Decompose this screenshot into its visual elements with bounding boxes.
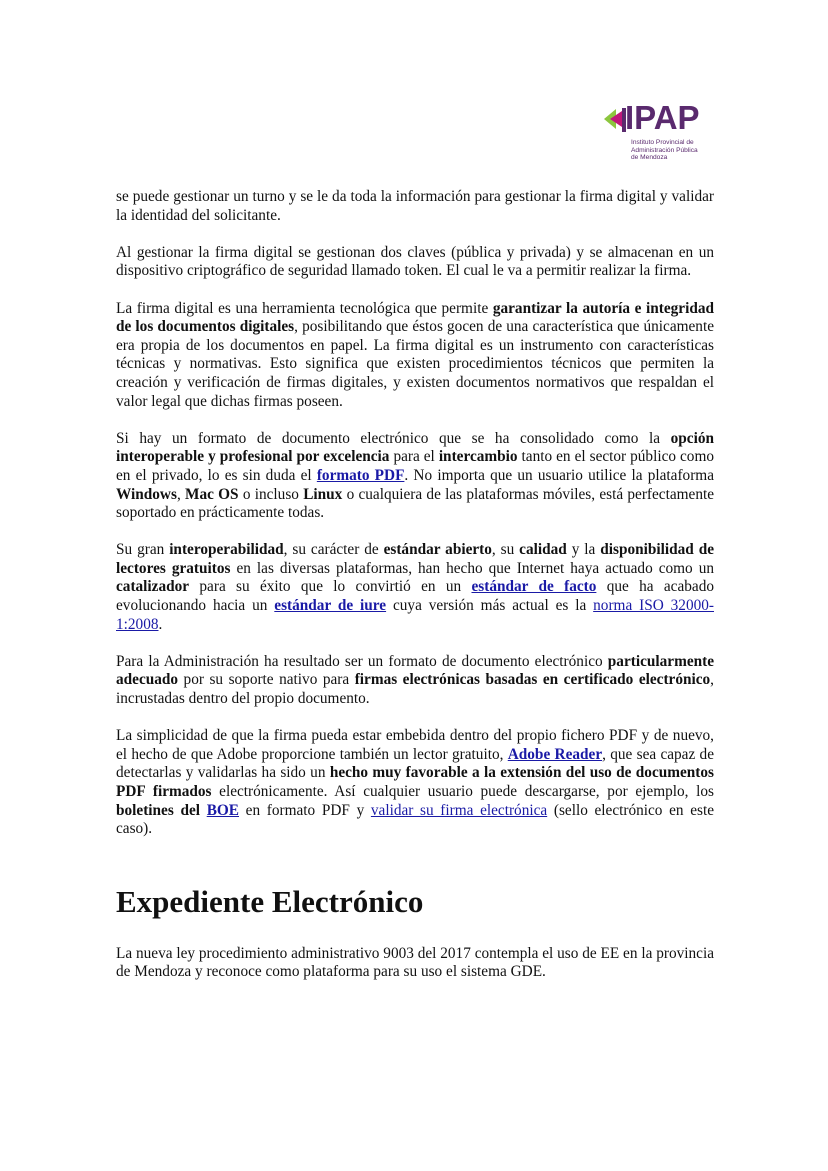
text: Al gestionar la firma digital se gestionan dos claves (pública y privada) y se almacenan en un dispositivo criptográfico de seguridad llamado token. El cual le va a permitir realizar la firma.	[116, 243, 714, 280]
link-estandar-de-iure[interactable]: estándar de iure	[274, 597, 387, 615]
bold-text: intercambio	[438, 448, 518, 466]
text: , incrustadas dentro del propio documento.	[116, 671, 714, 708]
logo-wordmark: IPAP	[625, 99, 700, 136]
bold-text: garantizar la autoría e integridad de los documentos digitales	[116, 299, 714, 336]
text: Para la Administración ha resultado ser un formato de documento electrónico	[116, 652, 608, 670]
text: cuya versión más actual es la	[386, 597, 594, 615]
text: que ha acabado evolucionando hacia un	[116, 578, 714, 615]
paragraph-4	[116, 430, 714, 523]
logo-subtitle	[631, 139, 698, 162]
text: tanto en el sector público como en el privado, lo es sin duda el	[116, 448, 714, 484]
text: para el	[389, 448, 439, 466]
logo-subtitle-line1: Instituto Provincial de	[631, 139, 694, 146]
text: (sello electrónico en este caso).	[116, 801, 714, 838]
link-validar-firma[interactable]: validar su firma electrónica	[370, 801, 548, 819]
bold-text: disponibilidad de lectores gratuitos	[116, 541, 714, 577]
paragraph-7	[116, 727, 714, 839]
paragraph-3	[116, 300, 714, 412]
text: Si hay un formato de documento electrónico que se ha consolidado como la	[116, 429, 671, 447]
link-estandar-de-facto[interactable]: estándar de facto	[471, 578, 597, 596]
bold-text: Mac OS	[185, 485, 239, 503]
bold-text: interoperabilidad	[169, 541, 284, 559]
ipap-logo	[604, 99, 716, 165]
text: La simplicidad de que la firma pueda estar embebida dentro del propio fichero PDF y de nuevo, el hecho de que Adobe proporcione también un lector gratuito,	[116, 727, 714, 763]
text: se puede gestionar un turno y se le da toda la información para gestionar la firma digital y validar la identidad del solicitante.	[116, 188, 714, 224]
text: , su carácter de	[283, 541, 384, 559]
bold-text: estándar abierto	[383, 541, 492, 559]
text: , su	[491, 541, 520, 559]
text: en formato PDF y	[239, 801, 371, 819]
text: La nueva ley procedimiento administrativo 9003 del 2017 contempla el uso de EE en la provincia de Mendoza y reconoce como plataforma para su uso el sistema GDE.	[116, 944, 714, 981]
paragraph-5	[116, 541, 714, 634]
text: en las diversas plataformas, han hecho que Internet haya actuado como un	[230, 559, 714, 577]
text: , que sea capaz de detectarlas y validarlas ha sido un	[116, 745, 714, 782]
text: y la	[566, 541, 601, 559]
document-body	[116, 188, 714, 1001]
link-formato-pdf[interactable]: formato PDF	[316, 466, 405, 484]
text	[200, 802, 207, 819]
text: por su soporte nativo para	[178, 671, 355, 689]
text: . No importa que un usuario utilice la plataforma	[404, 466, 714, 484]
paragraph-1	[116, 188, 714, 225]
bold-text: calidad	[519, 541, 567, 559]
bold-text: firmas electrónicas basadas en certificado electrónico	[354, 671, 711, 689]
text: o cualquiera de las plataformas móviles, está perfectamente soportado en prácticamente todas.	[116, 485, 715, 522]
text: Su gran	[116, 541, 170, 559]
text: .	[158, 615, 163, 633]
bold-text: Linux	[303, 485, 343, 503]
bold-text: Windows	[116, 485, 177, 503]
section-heading: Expediente Electrónico	[116, 883, 424, 919]
paragraph-2	[116, 244, 714, 281]
bold-text: opción interoperable y profesional por excelencia	[116, 429, 714, 466]
link-boe[interactable]: BOE	[206, 801, 239, 819]
bold-text: catalizador	[116, 578, 190, 596]
link-adobe-reader[interactable]: Adobe Reader	[507, 745, 603, 763]
logo-subtitle-line3: de Mendoza	[631, 154, 668, 161]
link-norma-iso[interactable]: norma ISO 32000-1:2008	[116, 597, 714, 633]
text: para su éxito que lo convirtió en un	[189, 578, 472, 596]
text: , posibilitando que éstos gocen de una característica que únicamente era propia de los documentos en papel. La firma digital es un instrumento con características técnicas y normativas. Esto significa que existen procedimientos técnicos que permiten la creación y verificación de firmas digitales, y existen documentos normativos que respaldan el valor legal que dichas firmas poseen.	[116, 318, 714, 410]
bold-text: hecho muy favorable a la extensión del uso de documentos PDF firmados	[116, 764, 714, 800]
paragraph-8	[116, 945, 714, 982]
text: o incluso	[238, 485, 304, 503]
text: La firma digital es una herramienta tecnológica que permite	[116, 299, 493, 317]
bold-text: particularmente adecuado	[116, 652, 714, 689]
paragraph-6	[116, 653, 714, 709]
logo-subtitle-line2: Administración Pública	[631, 146, 698, 154]
text: electrónicamente. Así cualquier usuario puede descargarse, por ejemplo, los	[211, 783, 714, 800]
bold-text: boletines del	[116, 801, 201, 819]
text: ,	[176, 485, 186, 503]
